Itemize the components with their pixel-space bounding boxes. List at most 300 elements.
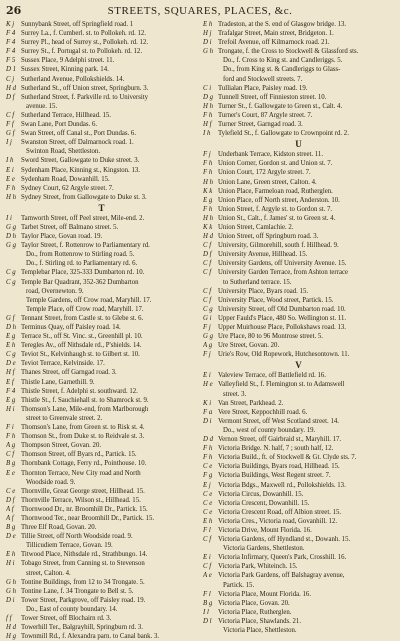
entry-text: ford and Stockwell streets. 7.	[223, 75, 303, 83]
section-letter: T	[98, 202, 105, 213]
street-entry	[203, 471, 394, 480]
map-grid-ref: G h	[203, 48, 214, 56]
map-grid-ref: F h	[203, 454, 213, 462]
street-entry	[6, 387, 197, 396]
page-header	[6, 4, 394, 18]
street-entry-continuation	[6, 296, 197, 305]
entry-text: Victoria Bdgs., Maxwell rd., Pollokshields. 13.	[218, 481, 346, 489]
map-grid-ref: I h	[203, 130, 211, 138]
map-grid-ref: A f	[6, 514, 14, 522]
entry-text: Swanston Street, off Dalmarnock road. 1.	[21, 139, 134, 147]
map-grid-ref: K j	[6, 21, 15, 28]
entry-text: Tennant Street, from Castle st. to Glebe st. 6.	[21, 314, 144, 322]
entry-text: Townmill Rd., f. Alexandra parn. to Canal bank. 3.	[21, 633, 160, 641]
street-entry	[6, 396, 197, 405]
entry-text: Sutherland Terrace, Hillhead. 15.	[21, 111, 111, 119]
street-entry	[203, 287, 394, 296]
street-entry	[203, 571, 394, 580]
map-grid-ref: D h	[6, 233, 17, 241]
street-entry	[203, 341, 394, 350]
entry-text: Valleyfield St., f. Flemington st. to Adamswell	[218, 381, 345, 389]
map-grid-ref: F h	[6, 433, 16, 441]
map-grid-ref: F f	[6, 121, 14, 129]
street-entry	[6, 514, 197, 523]
entry-text: Trafalgar Street, Main street, Bridgeton. 1.	[218, 30, 334, 38]
map-grid-ref: D i	[6, 596, 15, 604]
entry-text: Valeview Terrace, off Battlefield rd. 16.	[218, 372, 326, 380]
map-grid-ref: I h	[6, 157, 14, 165]
map-grid-ref: H g	[6, 633, 17, 641]
map-grid-ref: C f	[203, 260, 212, 268]
street-entry	[6, 56, 197, 65]
street-entry-continuation	[203, 544, 394, 553]
street-entry	[6, 623, 197, 632]
entry-text: Union Street, off Springburn road. 3.	[218, 233, 319, 241]
street-entry	[203, 380, 394, 389]
map-grid-ref: A f	[6, 505, 14, 513]
map-grid-ref: G h	[6, 578, 17, 586]
street-entry-continuation	[6, 305, 197, 314]
map-grid-ref: E h	[203, 21, 213, 28]
map-grid-ref: G i	[203, 314, 212, 322]
street-entry	[6, 550, 197, 559]
street-entry	[203, 590, 394, 599]
street-entry	[203, 84, 394, 93]
entry-text: Victoria Gardens, off Hyndland st., Dowanh. 15.	[218, 536, 351, 544]
entry-text: Surrey Pl., head of Surrey st., Pollokeh. rd. 12.	[21, 39, 149, 47]
entry-text: Do., f. Cross to King st. and Candleriggs. 5.	[223, 57, 343, 65]
page-title: STREETS, SQUARES, PLACES, &c.	[107, 5, 293, 17]
map-grid-ref: C g	[6, 351, 16, 359]
street-entry	[6, 232, 197, 241]
map-grid-ref: E e	[6, 469, 15, 477]
entry-text: Tobago Street, from Canning st. to Stevenson	[21, 560, 145, 568]
entry-text: street to Greenvale street. 2.	[26, 414, 103, 422]
street-entry	[6, 368, 197, 377]
entry-text: avenue. 15.	[26, 102, 58, 110]
street-entry	[203, 399, 394, 408]
map-grid-ref: F h	[6, 184, 16, 192]
map-grid-ref: K k	[203, 223, 213, 231]
street-entry	[203, 214, 394, 223]
map-grid-ref: H i	[6, 560, 15, 568]
map-grid-ref: F 4	[6, 30, 16, 38]
map-grid-ref: E i	[203, 554, 211, 562]
entry-text: Union Place, off North street, Anderston. 10.	[218, 196, 340, 204]
entry-text: Sydney Street, from Gallowgate to Duke st. 3.	[21, 193, 147, 201]
map-grid-ref: C e	[203, 508, 213, 516]
entry-text: Vernon Street, off Gairbraid st., Maryhill. 17.	[218, 436, 342, 444]
street-entry	[203, 129, 394, 138]
entry-text: Thomson's Lane, from Green st. to Risk st. 4.	[21, 424, 145, 432]
map-grid-ref: D i	[203, 417, 212, 425]
entry-text: Terminus Quay, off Paisley road. 14.	[21, 324, 121, 331]
entry-text: Victoria Gardens, Shettleston.	[223, 545, 305, 553]
entry-text: Three Elf Road, Govan. 20.	[21, 524, 97, 532]
map-grid-ref: F h	[203, 205, 213, 213]
map-grid-ref: H d	[6, 624, 17, 632]
map-grid-ref: D h	[6, 324, 17, 331]
entry-text: Sutherland Avenue, Pollokshields. 14.	[21, 75, 125, 83]
entry-text: Union Lane, Green street, Calton. 4.	[218, 178, 317, 186]
entry-text: Tontine Lane, f. 34 Trongate to Bell st. 5.	[21, 587, 134, 595]
street-entry	[6, 432, 197, 441]
map-grid-ref: F l	[203, 526, 211, 534]
map-grid-ref: C f	[203, 536, 212, 544]
entry-text: Van Street, Parkhead. 2.	[218, 399, 284, 407]
map-grid-ref: C g	[6, 278, 16, 286]
entry-text: Thornwood Dr., nr. Broomhill Dr., Partick. 15.	[21, 505, 148, 513]
street-entry-continuation	[203, 278, 394, 287]
street-entry	[203, 187, 394, 196]
map-grid-ref: G h	[6, 587, 17, 595]
map-grid-ref: G f	[6, 314, 15, 322]
street-entry	[6, 441, 197, 450]
map-grid-ref: K i	[203, 399, 212, 407]
street-entry-continuation	[6, 414, 197, 423]
street-entry	[6, 323, 197, 332]
street-entry	[203, 268, 394, 277]
street-entry	[203, 499, 394, 508]
street-entry	[6, 614, 197, 623]
map-grid-ref: F j	[203, 151, 211, 159]
street-entry-continuation	[6, 287, 197, 296]
street-entry-continuation	[203, 390, 394, 399]
street-entry	[6, 469, 197, 478]
street-entry	[6, 84, 197, 93]
entry-text: Teviot St., Kelvinhaugh st. to Gilbert st. 10.	[21, 351, 140, 359]
entry-text: Union Corner, Gordon st. and Union st. 7.	[218, 160, 333, 168]
entry-text: street. 3.	[223, 390, 247, 398]
street-entry-continuation	[203, 581, 394, 590]
street-entry	[203, 305, 394, 314]
street-entry	[6, 193, 197, 202]
entry-text: Victoria Place, Rutherglen.	[218, 608, 292, 616]
street-entry	[6, 65, 197, 74]
entry-text: Victoria Infirmary, Queen's Park, Crosshill. 16.	[218, 554, 347, 562]
entry-text: Thompson Street, Govan. 20.	[21, 442, 102, 450]
street-entry	[203, 481, 394, 490]
entry-text: Do., f. Stirling rd. to Parliamentary rd. 6.	[26, 260, 138, 268]
street-entry	[6, 184, 197, 193]
entry-text: Sutherland St., off Union street, Springburn. 3.	[21, 84, 149, 92]
street-entry	[6, 341, 197, 350]
street-entry	[203, 259, 394, 268]
map-grid-ref: H h	[203, 178, 214, 186]
entry-text: Sydenham Road, Dowanhill. 15.	[21, 175, 110, 183]
street-entry	[203, 178, 394, 187]
map-grid-ref: E g	[6, 333, 16, 341]
street-entry	[6, 120, 197, 129]
street-entry	[6, 523, 197, 532]
street-entry	[6, 496, 197, 505]
entry-text: Woodside road. 9.	[26, 478, 76, 486]
entry-text: Turner Street, Garngad road. 3.	[218, 121, 303, 129]
entry-text: Victoria Place, Mount Florida. 16.	[218, 590, 312, 598]
entry-text: Vere Street, Keppochhill road. 6.	[218, 408, 308, 416]
street-entry	[203, 417, 394, 426]
entry-text: University Street, off Old Dumbarton road. 10.	[218, 305, 346, 313]
street-entry	[203, 120, 394, 129]
street-entry	[6, 596, 197, 605]
street-entry	[203, 150, 394, 159]
entry-text: street, Calton. 4.	[26, 569, 71, 577]
entry-text: Tunnell Street, off Finnieston street. 10.	[218, 93, 327, 101]
street-entry	[203, 535, 394, 544]
map-grid-ref: F i	[6, 424, 14, 432]
section-letter: V	[295, 360, 302, 371]
street-entry	[6, 487, 197, 496]
map-grid-ref: E h	[6, 551, 16, 559]
map-grid-ref: F 5	[6, 57, 16, 65]
entry-text: University Place, Wood street, Partick. 15.	[218, 296, 334, 304]
entry-text: Partick. 15.	[223, 581, 255, 589]
entry-text: Tower Street, Parkgrove, off Paisley road. 19.	[21, 596, 146, 604]
entry-text: Temple Gardens, off Crow road, Maryhill. 17.	[26, 296, 152, 304]
street-entry	[6, 450, 197, 459]
map-grid-ref: I j	[6, 139, 12, 147]
street-entry-continuation	[6, 147, 197, 156]
map-grid-ref: H d	[6, 84, 17, 92]
entry-text: Victoria Crescent Road, off Albion street. 15.	[218, 508, 342, 516]
street-entry	[6, 559, 197, 568]
street-entry	[203, 553, 394, 562]
map-grid-ref: C e	[203, 490, 213, 498]
entry-text: Templebar Place, 325-333 Dumbarton rd. 10.	[21, 269, 145, 277]
street-entry	[203, 250, 394, 259]
map-grid-ref: F 4	[6, 387, 16, 395]
map-grid-ref: E g	[6, 396, 16, 404]
street-entry	[203, 102, 394, 111]
street-entry	[6, 359, 197, 368]
entry-text: to Sutherland terrace. 15.	[223, 278, 292, 286]
entry-text: Victoria Build., ft. of Stockwell & Gt. Clyde sts. 7.	[218, 454, 357, 462]
map-grid-ref: F j	[203, 351, 211, 359]
map-grid-ref: F a	[203, 408, 213, 416]
street-entry	[203, 205, 394, 214]
entry-text: Victoria Park Gardens, off Balshagray avenue,	[218, 572, 345, 580]
entry-text: Sussex Place, 9 Adelphi street. 11.	[21, 57, 115, 65]
street-entry-continuation	[6, 569, 197, 578]
entry-text: Surrey St., f. Portugal st. to Pollokeh. rd. 12.	[21, 48, 143, 56]
entry-text: Victoria Buildings, West Regent street. 7.	[218, 472, 331, 480]
entry-text: Victoria Cres., Victoria road, Govanhill. 12.	[218, 517, 338, 525]
map-grid-ref: C e	[6, 487, 16, 495]
street-entry	[203, 562, 394, 571]
entry-text: Swan Street, off Canal st., Port Dundas. 6.	[21, 130, 137, 138]
street-entry	[6, 75, 197, 84]
entry-text: Tillicudiem Terrace, Govan. 19.	[26, 542, 113, 550]
entry-text: University Avenue, Hillhead. 15.	[218, 251, 308, 259]
entry-text: Union Place, Farmeloan road, Rutherglen.	[218, 187, 333, 195]
entry-text: Taylor Street, f. Rottenrow to Parliamentary rd.	[21, 242, 150, 250]
street-entry	[6, 166, 197, 175]
map-grid-ref: A e	[203, 572, 212, 580]
right-column	[203, 20, 394, 641]
entry-text: Urie's Row, Old Ropework, Hutchesontown. 11.	[218, 351, 350, 359]
map-grid-ref: G f	[6, 130, 15, 138]
street-entry-continuation	[203, 426, 394, 435]
entry-text: Union St., Calt., f. James' st. to Green st. 4.	[218, 214, 336, 222]
map-grid-ref: D l	[203, 617, 212, 625]
street-entry	[6, 241, 197, 250]
map-grid-ref: C e	[203, 499, 213, 507]
street-entry	[6, 578, 197, 587]
map-grid-ref: C g	[203, 305, 213, 313]
map-grid-ref: C e	[203, 463, 213, 471]
map-grid-ref: F l	[203, 590, 211, 598]
street-entry	[203, 617, 394, 626]
street-entry	[203, 159, 394, 168]
map-grid-ref: D 1	[6, 66, 17, 74]
street-entry	[6, 138, 197, 147]
entry-text: Victoria Crescent, Dowanhill. 15.	[218, 499, 310, 507]
entry-text: Sydney Court, 62 Argyle street. 7.	[21, 184, 114, 192]
street-entry	[6, 405, 197, 414]
entry-text: Union Street, Camlachie. 2.	[218, 223, 294, 231]
street-entry	[6, 314, 197, 323]
map-grid-ref: C f	[203, 296, 212, 304]
map-grid-ref: C f	[203, 563, 212, 571]
entry-text: Vermont Street, off West Scotland street. 14.	[218, 417, 339, 425]
map-grid-ref: C f	[6, 111, 15, 119]
map-grid-ref: E h	[6, 342, 16, 350]
entry-text: Tradeston, at the S. end of Glasgow bridge. 13.	[218, 21, 347, 28]
map-grid-ref: E j	[203, 481, 211, 489]
map-grid-ref: D e	[6, 360, 16, 368]
entry-text: Sunnybank Street, off Springfield road. 1	[21, 21, 134, 28]
street-entry	[6, 214, 197, 223]
entry-text: Temple Place, off Crow road, Maryhill. 17.	[26, 305, 144, 313]
entry-text: Teregles Av., off Nithsdale rd., P'shields. 14.	[21, 342, 142, 350]
street-entry	[203, 232, 394, 241]
entry-text: Ure Street, Govan. 20.	[218, 342, 280, 350]
entry-text: Tillie Street, off North Woodside road. 9.	[21, 533, 133, 541]
map-grid-ref: D i	[203, 39, 212, 47]
entry-text: Tarbet Street, off Balmano street. 5.	[21, 223, 119, 231]
entry-text: Tullialan Place, Paisley road. 19.	[218, 84, 308, 92]
entry-text: Teviot Terrace, Kelvinside. 17.	[21, 360, 105, 368]
map-grid-ref: C f	[203, 242, 212, 250]
street-entry	[6, 459, 197, 468]
street-entry	[203, 599, 394, 608]
map-grid-ref: C i	[203, 84, 212, 92]
street-entry	[203, 29, 394, 38]
map-grid-ref: F 4	[6, 39, 16, 47]
entry-text: Victoria Buildings, Byars road, Hillhead. 15.	[218, 463, 340, 471]
entry-text: Thornbank Cottage, Ferry rd., Pointhouse. 10.	[21, 460, 147, 468]
street-entry	[203, 350, 394, 359]
street-entry	[6, 47, 197, 56]
map-grid-ref: H h	[203, 214, 214, 222]
left-column	[6, 20, 197, 641]
section-letter: U	[295, 139, 302, 150]
street-entry-continuation	[6, 102, 197, 111]
map-grid-ref: E i	[6, 166, 14, 174]
map-grid-ref: C j	[6, 75, 15, 83]
street-entry	[6, 505, 197, 514]
street-entry	[203, 223, 394, 232]
map-grid-ref: B g	[6, 524, 16, 532]
map-grid-ref: A g	[6, 442, 16, 450]
entry-text: Underbank Terrace, Kidston street. 11.	[218, 151, 324, 159]
entry-text: Tower Street, off Blochairn rd. 3.	[21, 615, 112, 622]
entry-text: Victoria Place, Govan. 20.	[218, 599, 290, 607]
street-entry	[6, 29, 197, 38]
map-grid-ref: F j	[203, 324, 211, 331]
entry-text: Victoria Bridge. N. half, 7 ; south half, 12.	[218, 445, 334, 453]
map-grid-ref: E g	[203, 196, 213, 204]
entry-text: Thistle Lane, Garnethill. 9.	[21, 378, 95, 386]
entry-text: Titwood Place, Nithsdale rd., Strathbungo. 14.	[21, 551, 148, 559]
entry-text: Sutherland Street, f. Parkville rd. to University	[21, 93, 149, 101]
street-entry	[6, 632, 197, 641]
street-entry	[203, 408, 394, 417]
entry-text: University Gardens, off University Avenue. 15.	[218, 260, 347, 268]
street-entry	[6, 332, 197, 341]
entry-text: Turner's Court, 87 Argyle street. 7.	[218, 111, 313, 119]
street-entry	[203, 371, 394, 380]
entry-text: Victoria Place, Shawlands. 21.	[218, 617, 302, 625]
entry-text: Union Street, f. Argyle st. to Gordon st. 7.	[218, 205, 333, 213]
map-grid-ref: H h	[203, 102, 214, 110]
map-grid-ref: D f	[6, 496, 15, 504]
entry-text: Swinton Road, Shettleston.	[26, 148, 101, 156]
entry-text: Victoria Drive, Mount Florida. 16.	[218, 526, 312, 534]
map-grid-ref: E h	[203, 517, 213, 525]
street-entry	[6, 93, 197, 102]
street-entry	[6, 129, 197, 138]
map-grid-ref: F h	[203, 111, 213, 119]
entry-text: Do., west of county boundary. 19.	[223, 426, 316, 434]
entry-text: Tontine Buildings, from 12 to 34 Trongate. 5.	[21, 578, 145, 586]
entry-text: Taylor Place, Govan road. 19.	[21, 233, 103, 241]
street-entry	[203, 47, 394, 56]
entry-text: Trefoil Avenue, off Kilmarnock road. 21.	[218, 39, 330, 47]
entry-text: Victoria Park, Whiteinch. 15.	[218, 563, 298, 571]
entry-text: Do., from King st. & Candleriggs to Glass-	[223, 66, 341, 74]
entry-text: Union Court, 172 Argyle street. 7.	[218, 169, 311, 177]
entry-text: Thistle St., f. Sauchiehall st. to Shamrock st. 9.	[21, 396, 149, 404]
entry-text: Victoria Place, Shettleston.	[223, 627, 297, 634]
street-entry	[203, 38, 394, 47]
map-grid-ref: C f	[203, 269, 212, 277]
entry-text: Thornton Terrace, New City road and North	[21, 469, 141, 477]
entry-text: Do., from Rottenrow to Stirling road. 5.	[26, 251, 135, 259]
entry-text: Trongate, f. the Cross to Stockwell & Glassford sts.	[218, 48, 359, 56]
map-grid-ref: H d	[203, 233, 214, 241]
entry-text: Thanes Street, off Garngad road. 3.	[21, 369, 117, 377]
street-entry	[6, 20, 197, 29]
entry-text: Thornville Terrace, Wilson st., Hillhead. 15.	[21, 496, 141, 504]
map-grid-ref: D d	[203, 436, 214, 444]
entry-text: Turner St., f. Gallowgate to Green st., Calt. 4.	[218, 102, 343, 110]
street-entry	[6, 587, 197, 596]
street-entry	[6, 423, 197, 432]
street-entry	[6, 111, 197, 120]
street-entry	[6, 156, 197, 165]
street-entry	[6, 268, 197, 277]
entry-text: Tylefield St., f. Gallowgate to Crownpoint rd. 2.	[218, 130, 349, 138]
map-grid-ref: A g	[203, 342, 213, 350]
street-entry	[203, 526, 394, 535]
street-entry	[6, 378, 197, 387]
street-entry-continuation	[6, 605, 197, 614]
entry-text: Upper Muirhouse Place, Pollokshaws road. 13.	[218, 324, 346, 331]
entry-text: Thornville, Great George street, Hillhead. 15.	[21, 487, 145, 495]
street-entry-continuation	[203, 626, 394, 635]
street-entry-continuation	[203, 65, 394, 74]
